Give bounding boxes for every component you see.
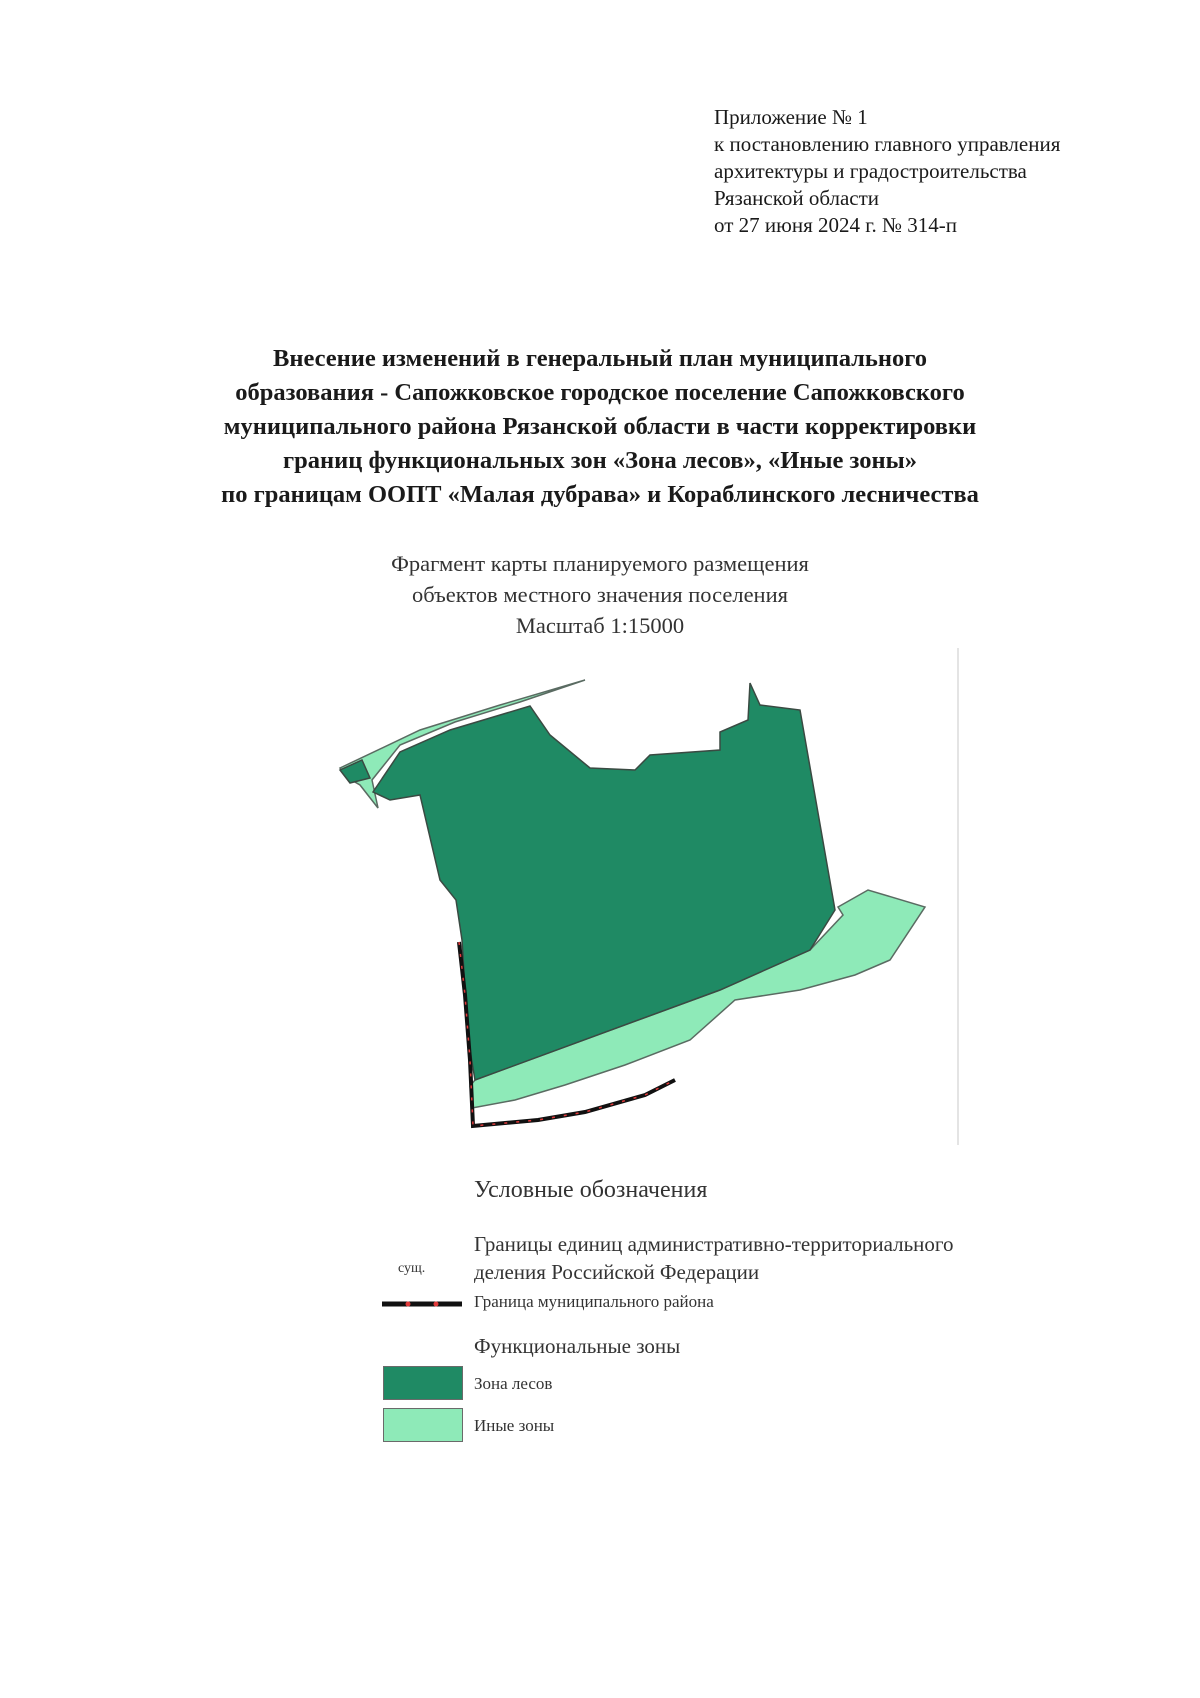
legend-admin-boundaries [474,1230,954,1286]
appendix-line: архитектуры и градостроительства [714,159,1027,183]
legend-forest-label: Зона лесов [474,1374,553,1393]
legend-boundary-symbol [382,1299,462,1309]
subtitle-line: Фрагмент карты планируемого размещения [391,551,809,576]
legend-admin-tag: сущ. [398,1261,426,1276]
subtitle-line: объектов местного значения поселения [412,582,788,607]
legend-zones-title: Функциональные зоны [474,1334,681,1358]
legend-forest-swatch [383,1366,463,1400]
title-line: Внесение изменений в генеральный план муниципального [272,345,928,372]
appendix-line: Рязанской области [714,186,880,210]
title-line: муниципального района Рязанской области в части корректировки [223,413,977,440]
appendix-line: Приложение № 1 [714,105,868,129]
forest-zone-main [373,683,835,1080]
scale-label: Масштаб 1:15000 [515,613,685,638]
legend-admin-line: Границы единиц административно-территориального [474,1232,954,1256]
legend-other-swatch [383,1408,463,1442]
title-line: по границам ООПТ «Малая дубрава» и Кораблинского лесничества [221,481,979,508]
legend-admin-line: деления Российской Федерации [474,1260,760,1284]
legend-other-label: Иные зоны [474,1416,555,1435]
legend-boundary-label: Граница муниципального района [474,1292,714,1311]
title-line: образования - Сапожковское городское поселение Сапожковского [235,379,965,406]
appendix-line: к постановлению главного управления [714,132,1061,156]
title-line: границ функциональных зон «Зона лесов», «Иные зоны» [283,447,917,474]
legend-title: Условные обозначения [474,1177,708,1203]
appendix-line: от 27 июня 2024 г. № 314-п [714,213,957,237]
